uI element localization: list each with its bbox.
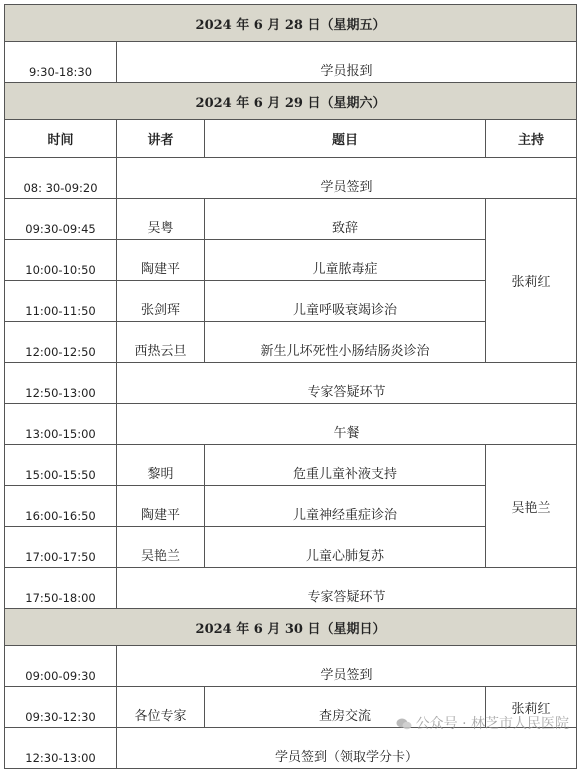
topic-cell: 致辞 [205,199,486,240]
day-header: 2024 年 6 月 29 日（星期六） [5,83,577,120]
topic-cell: 学员签到 [117,158,577,199]
column-header-speaker: 讲者 [117,120,205,158]
topic-cell: 午餐 [117,404,577,445]
host-cell: 张莉红 [486,199,577,363]
watermark-text: 公众号 · 林芝市人民医院 [415,716,569,732]
topic-cell: 学员签到（领取学分卡） [117,728,577,769]
speaker-cell: 西热云旦 [117,322,205,363]
time-cell: 17:00-17:50 [5,527,117,568]
time-cell: 12:50-13:00 [5,363,117,404]
topic-cell: 儿童神经重症诊治 [205,486,486,527]
time-cell: 11:00-11:50 [5,281,117,322]
topic-cell: 儿童呼吸衰竭诊治 [205,281,486,322]
time-cell: 9:30-18:30 [5,42,117,83]
topic-cell: 学员报到 [117,42,577,83]
time-cell: 09:00-09:30 [5,646,117,687]
time-cell: 12:00-12:50 [5,322,117,363]
speaker-cell: 张剑珲 [117,281,205,322]
speaker-cell: 吴粤 [117,199,205,240]
column-header-time: 时间 [5,120,117,158]
column-header-host: 主持 [486,120,577,158]
time-cell: 12:30-13:00 [5,728,117,769]
time-cell: 17:50-18:00 [5,568,117,609]
speaker-cell: 各位专家 [117,687,205,728]
topic-cell: 儿童心肺复苏 [205,527,486,568]
speaker-cell: 陶建平 [117,486,205,527]
time-cell: 08: 30-09:20 [5,158,117,199]
day-header: 2024 年 6 月 28 日（星期五） [5,5,577,42]
time-cell: 15:00-15:50 [5,445,117,486]
speaker-cell: 黎明 [117,445,205,486]
time-cell: 09:30-09:45 [5,199,117,240]
speaker-cell: 陶建平 [117,240,205,281]
topic-cell: 查房交流 [205,687,486,728]
time-cell: 09:30-12:30 [5,687,117,728]
topic-cell: 危重儿童补液支持 [205,445,486,486]
speaker-cell: 吴艳兰 [117,527,205,568]
topic-cell: 新生儿坏死性小肠结肠炎诊治 [205,322,486,363]
day-header: 2024 年 6 月 30 日（星期日） [5,609,577,646]
column-header-topic: 题目 [205,120,486,158]
topic-cell: 儿童脓毒症 [205,240,486,281]
time-cell: 16:00-16:50 [5,486,117,527]
host-cell: 吴艳兰 [486,445,577,568]
time-cell: 10:00-10:50 [5,240,117,281]
schedule-table [4,4,577,769]
time-cell: 13:00-15:00 [5,404,117,445]
topic-cell: 专家答疑环节 [117,363,577,404]
topic-cell: 专家答疑环节 [117,568,577,609]
topic-cell: 学员签到 [117,646,577,687]
host-cell: 张莉红 [486,687,577,728]
